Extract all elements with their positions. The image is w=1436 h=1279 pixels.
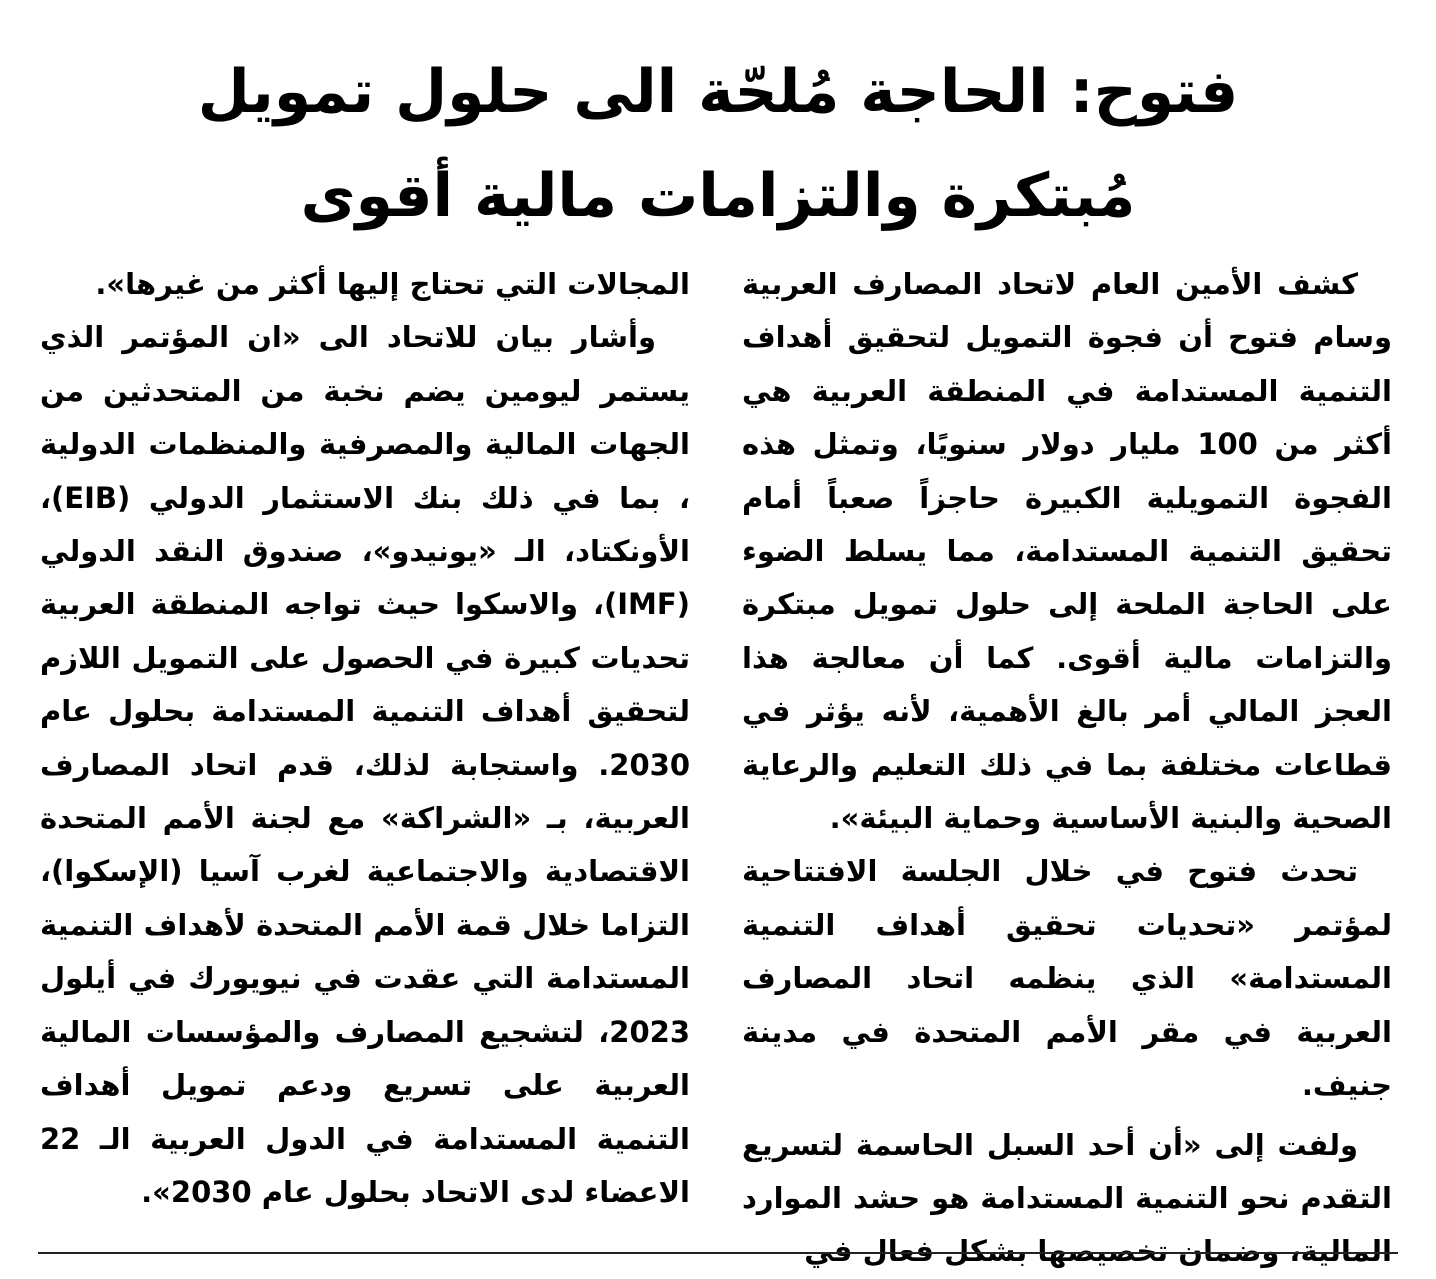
paragraph: ولفت إلى «أن أحد السبل الحاسمة لتسريع التقدم نحو التنمية المستدامة هو حشد الموارد المالية، وضمان تخصيصها بشكل فعال في <box>742 1127 1392 1269</box>
paragraph: تحدث فتوح في خلال الجلسة الافتتاحية لمؤتمر «تحديات تحقيق أهداف التنمية المستدامة» الذي ينظمه اتحاد المصارف العربية في مقر الأمم المتحدة في مدينة جنيف. <box>742 854 1392 1103</box>
article-headline <box>110 40 1326 248</box>
bottom-divider <box>38 1252 1398 1254</box>
headline-line-1: فتوح: الحاجة مُلحّة الى حلول تمويل <box>197 57 1239 127</box>
article-column-left <box>40 258 690 1219</box>
paragraph: وأشار بيان للاتحاد الى «ان المؤتمر الذي يستمر ليومين يضم نخبة من المتحدثين من الجهات المالية والمصرفية والمنظمات الدولية ، بما في ذلك بنك الاستثمار الدولي (EIB)، الأونكتاد، الـ «يونيدو»، صندوق النقد الدولي (IMF)، والاسكوا حيث تواجه المنطقة العربية تحديات كبيرة في الحصول على التمويل اللازم لتحقيق أهداف التنمية المستدامة بحلول عام 2030. واستجابة لذلك، قدم اتحاد المصارف العربية، بـ «الشراكة» مع لجنة الأمم المتحدة الاقتصادية والاجتماعية لغرب آسيا (الإسكوا)، التزاما خلال قمة الأمم المتحدة لأهداف التنمية المستدامة التي عقدت في نيويورك في أيلول 2023، لتشجيع المصارف والمؤسسات المالية العربية على تسريع ودعم تمويل أهداف التنمية المستدامة في الدول العربية الـ 22 الاعضاء لدى الاتحاد بحلول عام 2030». <box>40 320 690 1209</box>
paragraph: المجالات التي تحتاج إليها أكثر من غيرها». <box>95 267 690 301</box>
article-column-right <box>742 258 1392 1279</box>
paragraph: كشف الأمين العام لاتحاد المصارف العربية وسام فتوح أن فجوة التمويل لتحقيق أهداف التنمية المستدامة في المنطقة العربية هي أكثر من 100 مليار دولار سنويًا، وتمثل هذه الفجوة التمويلية الكبيرة حاجزاً صعباً أمام تحقيق التنمية المستدامة، مما يسلط الضوء على الحاجة الملحة إلى حلول تمويل مبتكرة والتزامات مالية أقوى. كما أن معالجة هذا العجز المالي أمر بالغ الأهمية، لأنه يؤثر في قطاعات مختلفة بما في ذلك التعليم والرعاية الصحية والبنية الأساسية وحماية البيئة». <box>742 267 1392 836</box>
headline-line-2: مُبتكرة والتزامات مالية أقوى <box>300 161 1136 231</box>
